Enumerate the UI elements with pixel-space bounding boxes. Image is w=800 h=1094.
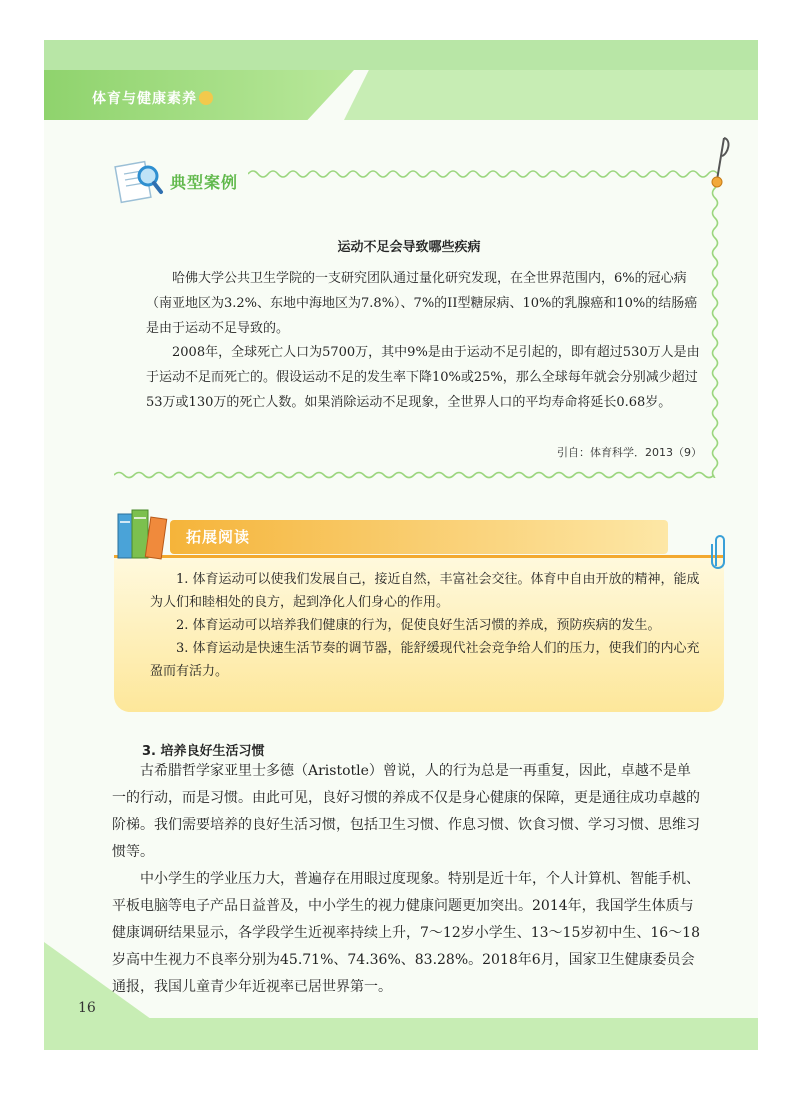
page-number: 16 [78,1000,96,1016]
case-label: 典型案例 [170,173,239,192]
magnifier-document-icon [114,158,164,206]
reading-item: 1. 体育运动可以使我们发展自己，接近自然，丰富社会交往。体育中自由开放的精神，能成为人们和睦相处的良方，起到净化人们身心的作用。 [150,572,700,610]
reading-item: 2. 体育运动可以培养我们健康的行为，促使良好生活习惯的养成，预防疾病的发生。 [176,618,661,633]
body-paragraph: 古希腊哲学家亚里士多德（Aristotle）曾说，人的行为总是一再重复，因此，卓越不是单一的行动，而是习惯。由此可见，良好习惯的养成不仅是身心健康的保障，更是通往成功卓越的阶梯。我们需要培养的良好生活习惯，包括卫生习惯、作息习惯、饮食习惯、学习习惯、思维习惯等。 [112,763,700,860]
case-paragraph: 哈佛大学公共卫生学院的一支研究团队通过量化研究发现，在全世界范围内，6%的冠心病（南亚地区为3.2%、东地中海地区为7.8%）、7%的II型糖尿病、10%的乳腺癌和10%的结肠癌是由于运动不足导致的。 [146,271,698,336]
body-paragraph: 中小学生的学业压力大，普遍存在用眼过度现象。特别是近十年，个人计算机、智能手机、平板电脑等电子产品日益普及，中小学生的视力健康问题更加突出。2014年，我国学生体质与健康调研结果显示，各学段学生近视率持续上升，7～12岁小学生、13～15岁初中生、16～18岁高中生视力不良率分别为45.71%、74.36%、83.28%。2018年6月，国家卫生健康委员会通报，我国儿童青少年近视率已居世界第一。 [112,871,700,995]
textbook-page [44,40,758,1050]
pin-icon [708,136,734,196]
extended-reading-label: 拓展阅读 [186,528,251,546]
bottom-band [44,1018,758,1050]
wavy-border-bottom [114,470,718,480]
case-paragraph: 2008年，全球死亡人口为5700万，其中9%是由于运动不足引起的，即有超过530万人是由于运动不足而死亡的。假设运动不足的发生率下降10%或25%，那么全球每年就会分别减少超过53万或130万的死亡人数。如果消除运动不足现象，全世界人口的平均寿命将延长0.68岁。 [146,345,700,410]
wavy-border-top [248,168,718,180]
header-dot-icon [199,91,213,105]
header-title [92,88,213,108]
reading-item: 3. 体育运动是快速生活节奏的调节器，能舒缓现代社会竞争给人们的压力，使我们的内心充盈而有活力。 [150,641,700,679]
top-band [44,40,758,70]
paperclip-icon [710,532,730,572]
case-source: 引自：体育科学．2013（9） [557,446,702,459]
case-box [114,158,724,480]
header-band-right [344,70,758,120]
extended-reading [114,504,734,712]
extended-reading-rule [114,555,724,558]
header-title-text: 体育与健康素养 [92,91,197,107]
books-icon [114,504,174,562]
wavy-border-right [710,178,720,478]
extended-reading-box [114,558,724,712]
case-heading: 运动不足会导致哪些疾病 [337,240,481,255]
section-heading: 3. 培养良好生活习惯 [142,744,265,759]
